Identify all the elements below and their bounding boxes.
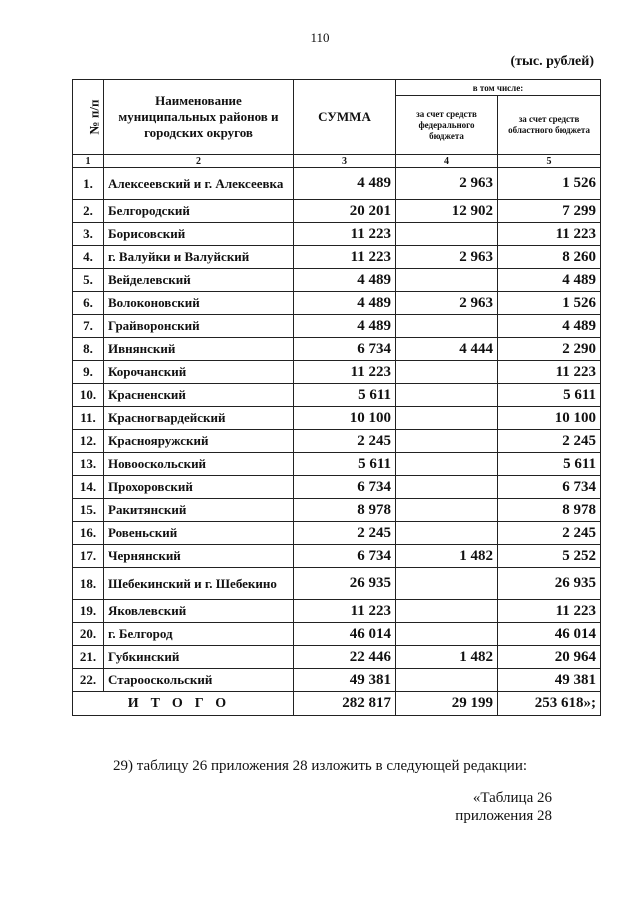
- total-label: ИТОГО: [73, 692, 294, 716]
- federal-value: 1 482: [396, 646, 498, 669]
- district-name: Красненский: [104, 384, 294, 407]
- federal-value: 2 963: [396, 246, 498, 269]
- district-name: Старооскольский: [104, 669, 294, 692]
- row-number: 7.: [73, 315, 104, 338]
- regional-value: 1 526: [498, 168, 601, 200]
- header-including: в том числе:: [396, 80, 601, 96]
- district-name: Губкинский: [104, 646, 294, 669]
- total-row: [73, 692, 601, 716]
- federal-value: [396, 315, 498, 338]
- header-regional: за счет средств областного бюджета: [498, 96, 601, 155]
- row-number: 22.: [73, 669, 104, 692]
- regional-value: 26 935: [498, 568, 601, 600]
- total-federal: 29 199: [396, 692, 498, 716]
- row-number: 12.: [73, 430, 104, 453]
- caption-line: приложения 28: [455, 808, 552, 824]
- sum-value: 2 245: [294, 430, 396, 453]
- sum-value: 4 489: [294, 269, 396, 292]
- federal-value: [396, 453, 498, 476]
- units-label: (тыс. рублей): [510, 54, 594, 69]
- sum-value: 5 611: [294, 384, 396, 407]
- regional-value: 2 245: [498, 522, 601, 545]
- column-number: 2: [104, 155, 294, 168]
- column-number: 5: [498, 155, 601, 168]
- row-number: 18.: [73, 568, 104, 600]
- table-row: [73, 200, 601, 223]
- row-number: 14.: [73, 476, 104, 499]
- row-number: 4.: [73, 246, 104, 269]
- allocation-table: [72, 79, 601, 716]
- amendment-paragraph: 29) таблицу 26 приложения 28 изложить в следующей редакции:: [113, 758, 528, 774]
- regional-value: 5 611: [498, 453, 601, 476]
- table-row: [73, 384, 601, 407]
- district-name: Ракитянский: [104, 499, 294, 522]
- sum-value: 20 201: [294, 200, 396, 223]
- sum-value: 6 734: [294, 476, 396, 499]
- district-name: Грайворонский: [104, 315, 294, 338]
- row-number: 13.: [73, 453, 104, 476]
- table-row: [73, 430, 601, 453]
- sum-value: 4 489: [294, 292, 396, 315]
- sum-value: 5 611: [294, 453, 396, 476]
- district-name: Ровеньский: [104, 522, 294, 545]
- regional-value: 10 100: [498, 407, 601, 430]
- sum-value: 11 223: [294, 361, 396, 384]
- sum-value: 46 014: [294, 623, 396, 646]
- sum-value: 2 245: [294, 522, 396, 545]
- federal-value: [396, 476, 498, 499]
- table-row: [73, 453, 601, 476]
- table-row: [73, 315, 601, 338]
- table-row: [73, 669, 601, 692]
- district-name: Яковлевский: [104, 600, 294, 623]
- table-row: [73, 623, 601, 646]
- federal-value: [396, 384, 498, 407]
- sum-value: 11 223: [294, 246, 396, 269]
- district-name: Прохоровский: [104, 476, 294, 499]
- regional-value: 5 252: [498, 545, 601, 568]
- caption-line: «Таблица 26: [472, 790, 552, 806]
- district-name: Волоконовский: [104, 292, 294, 315]
- federal-value: 2 963: [396, 168, 498, 200]
- federal-value: [396, 499, 498, 522]
- district-name: г. Белгород: [104, 623, 294, 646]
- column-number: 1: [73, 155, 104, 168]
- table-row: [73, 545, 601, 568]
- row-number: 9.: [73, 361, 104, 384]
- table-row: [73, 600, 601, 623]
- federal-value: [396, 361, 498, 384]
- row-number: 10.: [73, 384, 104, 407]
- table-row: [73, 646, 601, 669]
- district-name: Вейделевский: [104, 269, 294, 292]
- federal-value: [396, 669, 498, 692]
- regional-value: 2 290: [498, 338, 601, 361]
- total-regional: 253 618»;: [498, 692, 601, 716]
- sum-value: 6 734: [294, 338, 396, 361]
- federal-value: 1 482: [396, 545, 498, 568]
- sum-value: 8 978: [294, 499, 396, 522]
- federal-value: [396, 223, 498, 246]
- page-number: 110: [310, 30, 330, 45]
- regional-value: 6 734: [498, 476, 601, 499]
- table-row: [73, 499, 601, 522]
- regional-value: 11 223: [498, 600, 601, 623]
- sum-value: 11 223: [294, 223, 396, 246]
- table-row: [73, 407, 601, 430]
- district-name: Белгородский: [104, 200, 294, 223]
- regional-value: 4 489: [498, 315, 601, 338]
- header-federal: за счет средств федерального бюджета: [396, 96, 498, 155]
- row-number: 2.: [73, 200, 104, 223]
- district-name: Алексеевский и г. Алексеевка: [104, 168, 294, 200]
- table-row: [73, 292, 601, 315]
- row-number: 5.: [73, 269, 104, 292]
- column-number: 4: [396, 155, 498, 168]
- row-number: 1.: [73, 168, 104, 200]
- total-sum: 282 817: [294, 692, 396, 716]
- table-row: [73, 246, 601, 269]
- row-number: 3.: [73, 223, 104, 246]
- district-name: Шебекинский и г. Шебекино: [104, 568, 294, 600]
- federal-value: [396, 568, 498, 600]
- district-name: Новооскольский: [104, 453, 294, 476]
- federal-value: [396, 623, 498, 646]
- federal-value: [396, 600, 498, 623]
- table-row: [73, 223, 601, 246]
- district-name: Борисовский: [104, 223, 294, 246]
- row-number: 17.: [73, 545, 104, 568]
- header-num: № п/п: [73, 80, 104, 155]
- table-row: [73, 361, 601, 384]
- column-number-row: [73, 155, 601, 168]
- row-number: 8.: [73, 338, 104, 361]
- table-row: [73, 568, 601, 600]
- district-name: Корочанский: [104, 361, 294, 384]
- federal-value: [396, 407, 498, 430]
- district-name: Краснояружский: [104, 430, 294, 453]
- regional-value: 4 489: [498, 269, 601, 292]
- header-name: Наименование муниципальных районов и городских округов: [104, 80, 294, 155]
- table-row: [73, 476, 601, 499]
- district-name: Ивнянский: [104, 338, 294, 361]
- sum-value: 10 100: [294, 407, 396, 430]
- federal-value: [396, 522, 498, 545]
- sum-value: 6 734: [294, 545, 396, 568]
- row-number: 21.: [73, 646, 104, 669]
- federal-value: [396, 430, 498, 453]
- table-row: [73, 338, 601, 361]
- regional-value: 1 526: [498, 292, 601, 315]
- table-row: [73, 269, 601, 292]
- column-number: 3: [294, 155, 396, 168]
- row-number: 19.: [73, 600, 104, 623]
- district-name: Красногвардейский: [104, 407, 294, 430]
- regional-value: 49 381: [498, 669, 601, 692]
- regional-value: 8 978: [498, 499, 601, 522]
- sum-value: 22 446: [294, 646, 396, 669]
- row-number: 16.: [73, 522, 104, 545]
- sum-value: 49 381: [294, 669, 396, 692]
- sum-value: 4 489: [294, 168, 396, 200]
- federal-value: 4 444: [396, 338, 498, 361]
- district-name: Чернянский: [104, 545, 294, 568]
- sum-value: 11 223: [294, 600, 396, 623]
- regional-value: 20 964: [498, 646, 601, 669]
- table-row: [73, 168, 601, 200]
- sum-value: 26 935: [294, 568, 396, 600]
- regional-value: 5 611: [498, 384, 601, 407]
- regional-value: 8 260: [498, 246, 601, 269]
- row-number: 11.: [73, 407, 104, 430]
- sum-value: 4 489: [294, 315, 396, 338]
- regional-value: 46 014: [498, 623, 601, 646]
- regional-value: 2 245: [498, 430, 601, 453]
- regional-value: 7 299: [498, 200, 601, 223]
- header-sum: СУММА: [294, 80, 396, 155]
- row-number: 20.: [73, 623, 104, 646]
- table-caption: [455, 789, 552, 825]
- federal-value: 2 963: [396, 292, 498, 315]
- regional-value: 11 223: [498, 361, 601, 384]
- table-row: [73, 522, 601, 545]
- row-number: 6.: [73, 292, 104, 315]
- row-number: 15.: [73, 499, 104, 522]
- federal-value: [396, 269, 498, 292]
- district-name: г. Валуйки и Валуйский: [104, 246, 294, 269]
- federal-value: 12 902: [396, 200, 498, 223]
- regional-value: 11 223: [498, 223, 601, 246]
